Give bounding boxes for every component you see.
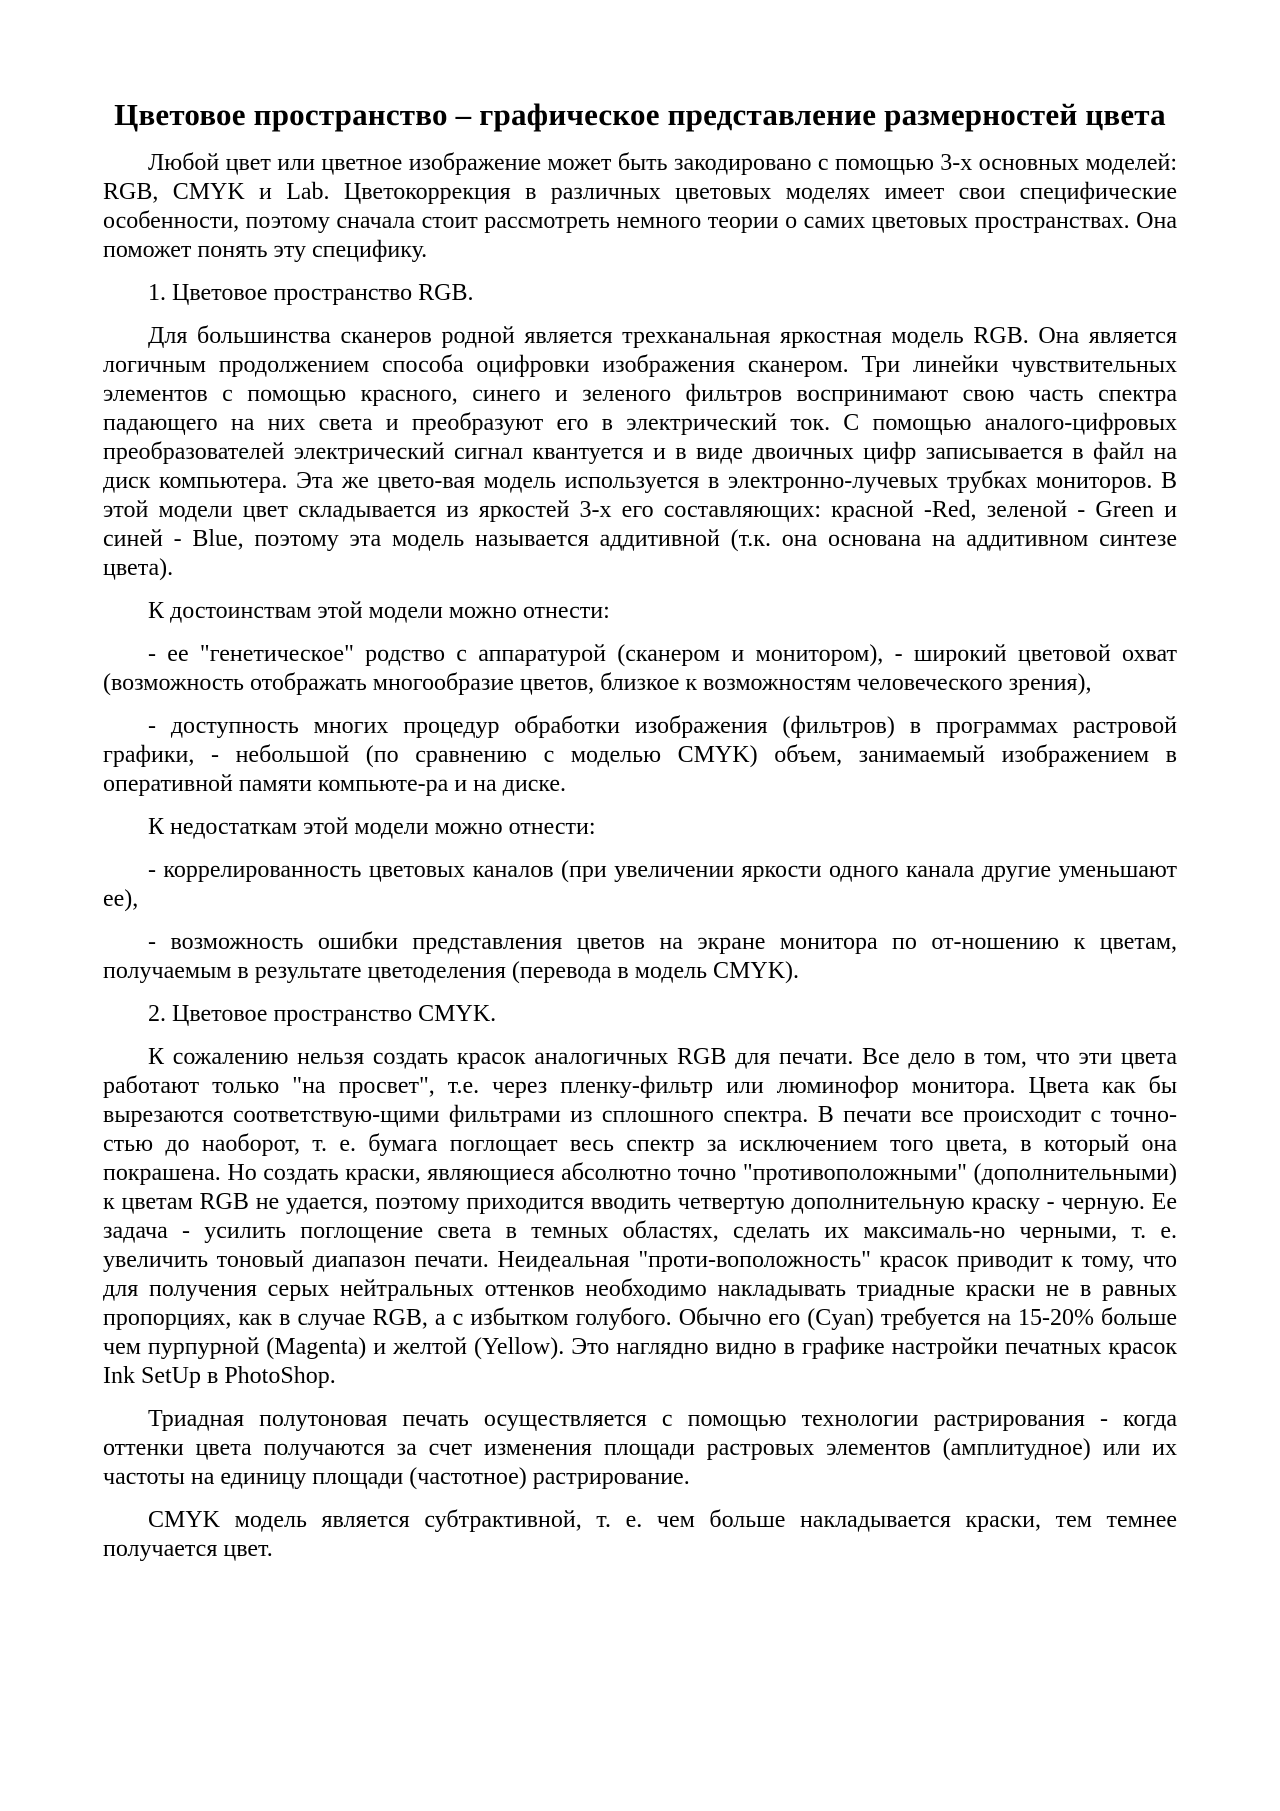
list-item-advantage-2: - доступность многих процедур обработки изображения (фильтров) в программах растровой графики, - небольшой (по сравнению с моделью CMYK) объем, занимаемый изображением в оперативной памяти компьюте-ра и на диске. bbox=[103, 713, 1177, 797]
heading-section-cmyk: 2. Цветовое пространство CMYK. bbox=[148, 1001, 497, 1027]
paragraph-cmyk-subtractive: CMYK модель является субтрактивной, т. е. чем больше накладывается краски, тем темнее получается цвет. bbox=[103, 1507, 1177, 1562]
list-item-disadvantage-1: - коррелированность цветовых каналов (при увеличении яркости одного канала другие уменьшают ее), bbox=[103, 857, 1177, 912]
paragraph-disadvantages-lead: К недостаткам этой модели можно отнести: bbox=[148, 814, 596, 840]
list-item-advantage-1: - ее "генетическое" родство с аппаратурой (сканером и монитором), - широкий цветовой охват (возможность отображать многообразие цветов, близкое к возможностям человеческого зрения), bbox=[103, 641, 1177, 696]
heading-section-rgb: 1. Цветовое пространство RGB. bbox=[148, 280, 474, 306]
paragraph-cmyk-description: К сожалению нельзя создать красок аналогичных RGB для печати. Все дело в том, что эти цвета работают только "на просвет", т.е. через пленку-фильтр или люминофор монитора. Цвета как бы вырезаются соответствую-щими фильтрами из сплошного спектра. В печати все происходит с точно-стью до наоборот, т. е. бумага поглощает весь спектр за исключением того цвета, в который она покрашена. Но создать краски, являющиеся абсолютно точно "противоположными" (дополнительными) к цветам RGB не удается, поэтому приходится вводить четвертую дополнительную краску - черную. Ее задача - усилить поглощение света в темных областях, сделать их максималь-но черными, т. е. увеличить тоновый диапазон печати. Неидеальная "проти-воположность" красок приводит к тому, что для получения серых нейтральных оттенков необходимо накладывать триадные краски не в равных пропорциях, как в случае RGB, а с избытком голубого. Обычно его (Cyan) требуется на 15-20% больше чем пурпурной (Magenta) и желтой (Yellow). Это наглядно видно в графике настройки печатных красок Ink SetUp в PhotoShop. bbox=[103, 1044, 1177, 1389]
paragraph-raster-printing: Триадная полутоновая печать осуществляется с помощью технологии растрирования - когда оттенки цвета получаются за счет изменения площади растровых элементов (амплитудное) или их частоты на единицу площади (частотное) растрирование. bbox=[103, 1406, 1177, 1490]
paragraph-intro: Любой цвет или цветное изображение может быть закодировано с помощью 3-х основных моделей: RGB, CMYK и Lab. Цветокоррекция в различных цветовых моделях имеет свои специфические особенности, поэтому сначала стоит рассмотреть немного теории о самих цветовых пространствах. Она поможет понять эту специфику. bbox=[103, 150, 1177, 263]
list-item-disadvantage-2: - возможность ошибки представления цветов на экране монитора по от-ношению к цветам, получаемым в результате цветоделения (перевода в модель CMYK). bbox=[103, 929, 1177, 984]
paragraph-advantages-lead: К достоинствам этой модели можно отнести: bbox=[148, 598, 610, 624]
page-title: Цветовое пространство – графическое представление размерностей цвета bbox=[114, 97, 1166, 132]
paragraph-rgb-description: Для большинства сканеров родной является трехканальная яркостная модель RGB. Она является логичным продолжением способа оцифровки изображения сканером. Три линейки чувствительных элементов с помощью красного, синего и зеленого фильтров воспринимают свою часть спектра падающего на них света и преобразуют его в электрический ток. С помощью аналого-цифровых преобразователей электрический сигнал квантуется и в виде двоичных цифр записывается в файл на диск компьютера. Эта же цвето-вая модель используется в электронно-лучевых трубках мониторов. В этой модели цвет складывается из яркостей 3-х его составляющих: красной -Red, зеленой - Green и синей - Blue, поэтому эта модель называется аддитивной (т.к. она основана на аддитивном синтезе цвета). bbox=[103, 323, 1177, 581]
